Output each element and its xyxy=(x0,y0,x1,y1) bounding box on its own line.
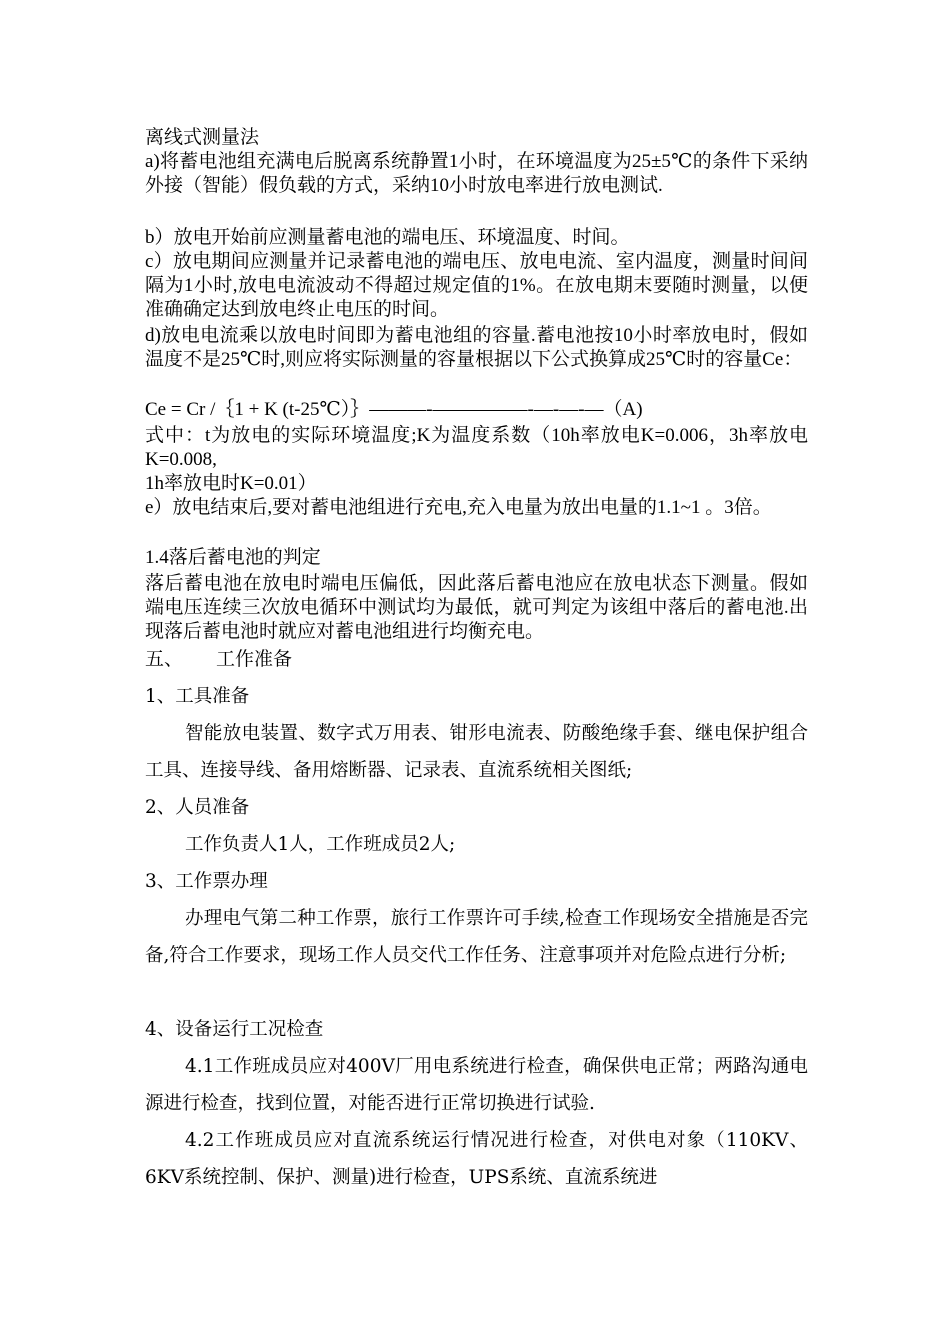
paragraph-step-c: c）放电期间应测量并记录蓄电池的端电压、放电电流、室内温度，测量时间间隔为1小时,放电电流波动不得超过规定值的1%。在放电期末要随时测量，以便准确确定达到放电终止电压的时间。 xyxy=(145,251,808,320)
subsection-title-equipment-check: 4、设备运行工况检查 xyxy=(145,1019,324,1040)
paragraph-lagging-battery: 落后蓄电池在放电时端电压偏低，因此落后蓄电池应在放电状态下测量。假如端电压连续三次放电循环中测试均为最低，就可判定为该组中落后的蓄电池.出现落后蓄电池时就应对蓄电池组进行均衡充电。 xyxy=(145,573,808,642)
paragraph-step-b: b）放电开始前应测量蓄电池的端电压、环境温度、时间。 xyxy=(145,227,630,248)
capacity-formula: Ce = Cr /｛1 + K (t-25℃）｝———-—————-—-—-—（A) xyxy=(145,399,643,420)
heading-offline-measurement: 离线式测量法 xyxy=(145,127,260,148)
section-heading-5 xyxy=(145,648,808,672)
paragraph-step-d: d)放电电流乘以放电时间即为蓄电池组的容量.蓄电池按10小时率放电时，假如温度不是25℃时,则应将实际测量的容量根据以下公式换算成25℃时的容量Ce： xyxy=(145,325,808,370)
paragraph-check-4-2: 4.2工作班成员应对直流系统运行情况进行检查，对供电对象（110KV、6KV系统控制、保护、测量)进行检查，UPS系统、直流系统进 xyxy=(145,1130,808,1188)
heading-lagging-battery: 1.4落后蓄电池的判定 xyxy=(145,547,321,568)
section-heading-text: 工作准备 xyxy=(216,649,293,670)
subsection-title-work-ticket: 3、工作票办理 xyxy=(145,871,268,892)
paragraph-step-e: e）放电结束后,要对蓄电池组进行充电,充入电量为放出电量的1.1~1 。3倍。 xyxy=(145,497,772,518)
subsection-title-personnel: 2、人员准备 xyxy=(145,797,250,818)
paragraph-work-ticket: 办理电气第二种工作票，旅行工作票许可手续,检查工作现场安全措施是否完备,符合工作要求，现场工作人员交代工作任务、注意事项并对危险点进行分析; xyxy=(145,908,808,966)
paragraph-formula-legend-cont: 1h率放电时K=0.01） xyxy=(145,473,317,494)
paragraph-step-a: a)将蓄电池组充满电后脱离系统静置1小时，在环境温度为25±5℃的条件下采纳外接（智能）假负载的方式，采纳10小时放电率进行放电测试. xyxy=(145,151,808,196)
paragraph-personnel: 工作负责人1人，工作班成员2人; xyxy=(185,834,456,855)
section-heading-number: 五、 xyxy=(145,649,184,670)
subsection-title-tools: 1、工具准备 xyxy=(145,686,250,707)
paragraph-formula-legend: 式中：t为放电的实际环境温度;K为温度系数（10h率放电K=0.006，3h率放电K=0.008, xyxy=(145,425,808,470)
paragraph-check-4-1: 4.1工作班成员应对400V厂用电系统进行检查，确保供电正常；两路沟通电源进行检查，找到位置，对能否进行正常切换进行试验. xyxy=(145,1056,808,1114)
paragraph-tools: 智能放电装置、数字式万用表、钳形电流表、防酸绝缘手套、继电保护组合工具、连接导线、备用熔断器、记录表、直流系统相关图纸; xyxy=(145,723,808,781)
